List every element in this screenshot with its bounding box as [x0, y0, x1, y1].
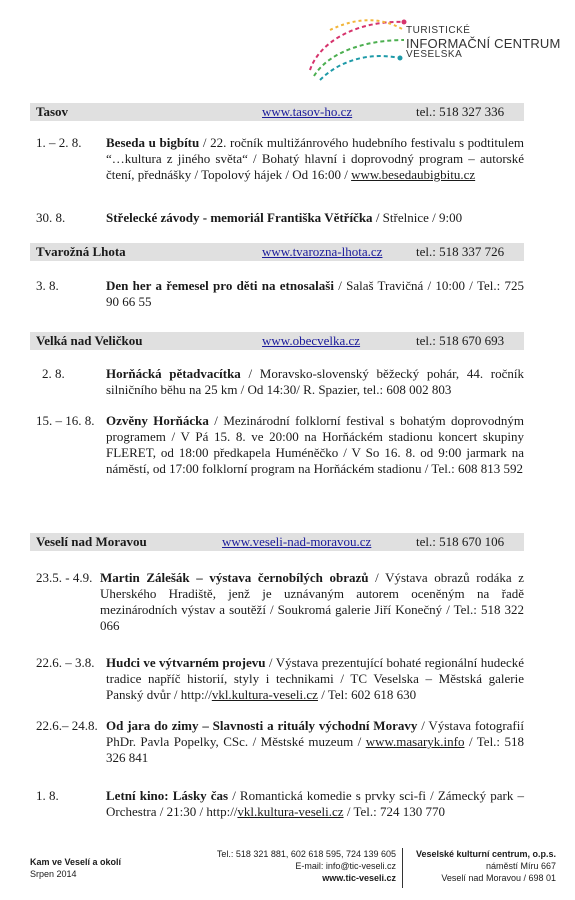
- event-link[interactable]: vkl.kultura-veseli.cz: [211, 687, 318, 702]
- section-tel: tel.: 518 670 106: [416, 534, 505, 549]
- event-title: Beseda u bigbítu: [106, 135, 200, 150]
- event-text: [106, 278, 524, 310]
- event-tail: / Tel.: 724 130 770: [343, 804, 445, 819]
- section-web-link[interactable]: www.tvarozna-lhota.cz: [262, 244, 383, 259]
- event-title: Letní kino: Lásky čas: [106, 788, 229, 803]
- event-detail: / Salaš Travičná / 10:00 / Tel.: 725 90 66 55: [106, 278, 524, 309]
- footer-email[interactable]: E-mail: info@tic-veseli.cz: [295, 861, 396, 871]
- footer-street: náměstí Míru 667: [485, 861, 556, 871]
- event-title: Ozvěny Horňácka: [106, 413, 209, 428]
- logo-line2: INFORMAČNÍ CENTRUM: [406, 35, 561, 51]
- footer-issue: Srpen 2014: [30, 869, 77, 879]
- logo-line1: TURISTICKÉ: [406, 25, 471, 36]
- event-title: Martin Zálešák – výstava černobílých obrazů: [100, 570, 369, 585]
- event-text: [106, 210, 524, 226]
- section-header-tasov: [30, 103, 524, 121]
- event-date: 2. 8.: [42, 366, 65, 381]
- event-detail: / 22. ročník multižánrového hudebního festivalu s podtitulem “…kultura z jiného světa“ / Bohatý hlavní i doprovodný program – autorské čtení, přednášky / Topolový hájek / Od 16:00 /: [106, 135, 524, 182]
- footer-left: [30, 848, 121, 880]
- event-detail: / Střelnice / 9:00: [372, 210, 463, 225]
- section-tel: tel.: 518 337 726: [416, 244, 505, 259]
- footer-city: Veselí nad Moravou / 698 01: [441, 873, 556, 883]
- event-title: Od jara do zimy – Slavnosti a rituály východní Moravy: [106, 718, 418, 733]
- event-date: 3. 8.: [36, 278, 59, 293]
- event-detail: / Výstava prezentující bohaté regionální hudecké tradice napříč historií, styly i technikami / TC Veselska – Městská galerie Panský dvůr / http://: [106, 655, 524, 702]
- footer-org: Veselské kulturní centrum, o.p.s.: [415, 849, 556, 859]
- event-date: 1. 8.: [36, 788, 59, 803]
- event-tail: / Tel: 602 618 630: [317, 687, 417, 702]
- footer-website[interactable]: www.tic-veseli.cz: [322, 873, 396, 883]
- section-web-link[interactable]: www.veseli-nad-moravou.cz: [222, 534, 372, 549]
- event-date: 22.6.– 24.8.: [36, 718, 98, 733]
- event-detail: / Výstava obrazů rodáka z Uherského Hradiště, jenž je uznávaným autorem oceněným na řadě mezinárodních výstav a soutěží / Soukromá galerie Jiří Konečný / Tel.: 518 322 066: [100, 570, 525, 633]
- logo: [300, 10, 570, 82]
- section-header-velka-nad-velickou: [30, 332, 524, 350]
- section-header-veseli-nad-moravou: [30, 533, 524, 551]
- logo-swirl-icon: [300, 10, 410, 82]
- event-link[interactable]: www.masaryk.info: [365, 734, 465, 749]
- section-web-link[interactable]: www.tasov-ho.cz: [262, 104, 353, 119]
- event-link[interactable]: www.besedaubigbitu.cz: [351, 167, 476, 182]
- section-name: Velká nad Veličkou: [36, 333, 143, 348]
- event-date: 30. 8.: [36, 210, 66, 225]
- event-title: Horňácká pětadvacítka: [106, 366, 241, 381]
- event-tail: / Tel.: 518 326 841: [106, 734, 524, 765]
- event-date: 23.5. - 4.9.: [36, 570, 93, 585]
- event-text: [106, 366, 524, 398]
- footer-address: [408, 848, 556, 884]
- event-link[interactable]: vkl.kultura-veseli.cz: [237, 804, 344, 819]
- section-name: Tasov: [36, 104, 69, 119]
- event-text: [106, 655, 524, 703]
- section-tel: tel.: 518 670 693: [416, 333, 505, 348]
- section-web-link[interactable]: www.obecvelka.cz: [262, 333, 361, 348]
- footer-phone: Tel.: 518 321 881, 602 618 595, 724 139 605: [216, 849, 396, 859]
- event-detail: / Moravsko-slovenský běžecký pohár, 44. ročník silničního běhu na 25 km / Od 14:30/ R. Spazier, tel.: 608 002 803: [106, 366, 524, 397]
- event-title: Hudci ve výtvarném projevu: [106, 655, 266, 670]
- event-detail: / Mezinárodní folklorní festival s bohatým doprovodným programem / V Pá 15. 8. ve 20:00 na Horňáckém stadionu koncert skupiny FLERET, od 18:00 předkapela Huméněčko / V So 16. 8. od 9:00 jarmark na náměstí, od 17:00 folklorní program na Horňáckém stadionu / Tel.: 608 813 592: [106, 413, 524, 476]
- section-tel: tel.: 518 327 336: [416, 104, 505, 119]
- event-detail: / Romantická komedie s prvky sci-fi / Zámecký park – Orchestra / 21:30 / http://: [106, 788, 524, 819]
- event-text: [106, 135, 524, 183]
- footer-divider: [402, 848, 403, 888]
- event-date: 15. – 16. 8.: [36, 413, 95, 428]
- event-detail: / Výstava fotografií PhDr. Pavla Popelky, CSc. / Městské muzeum /: [106, 718, 524, 749]
- event-title: Den her a řemesel pro děti na etnosalaši: [106, 278, 334, 293]
- section-header-tvarozna-lhota: [30, 243, 524, 261]
- footer-contact: [170, 848, 396, 884]
- logo-line3: VESELSKA: [406, 49, 463, 61]
- event-text: [106, 718, 524, 766]
- logo-text: [406, 26, 561, 61]
- section-name: Tvarožná Lhota: [36, 244, 126, 259]
- event-date: 22.6. – 3.8.: [36, 655, 95, 670]
- section-name: Veselí nad Moravou: [36, 534, 147, 549]
- event-text: [100, 570, 524, 634]
- event-title: Střelecké závody - memoriál Františka Větříčka: [106, 210, 373, 225]
- footer-publication: Kam ve Veselí a okolí: [30, 857, 122, 867]
- event-text: [106, 788, 524, 820]
- event-text: [106, 413, 524, 477]
- event-date: 1. – 2. 8.: [36, 135, 82, 150]
